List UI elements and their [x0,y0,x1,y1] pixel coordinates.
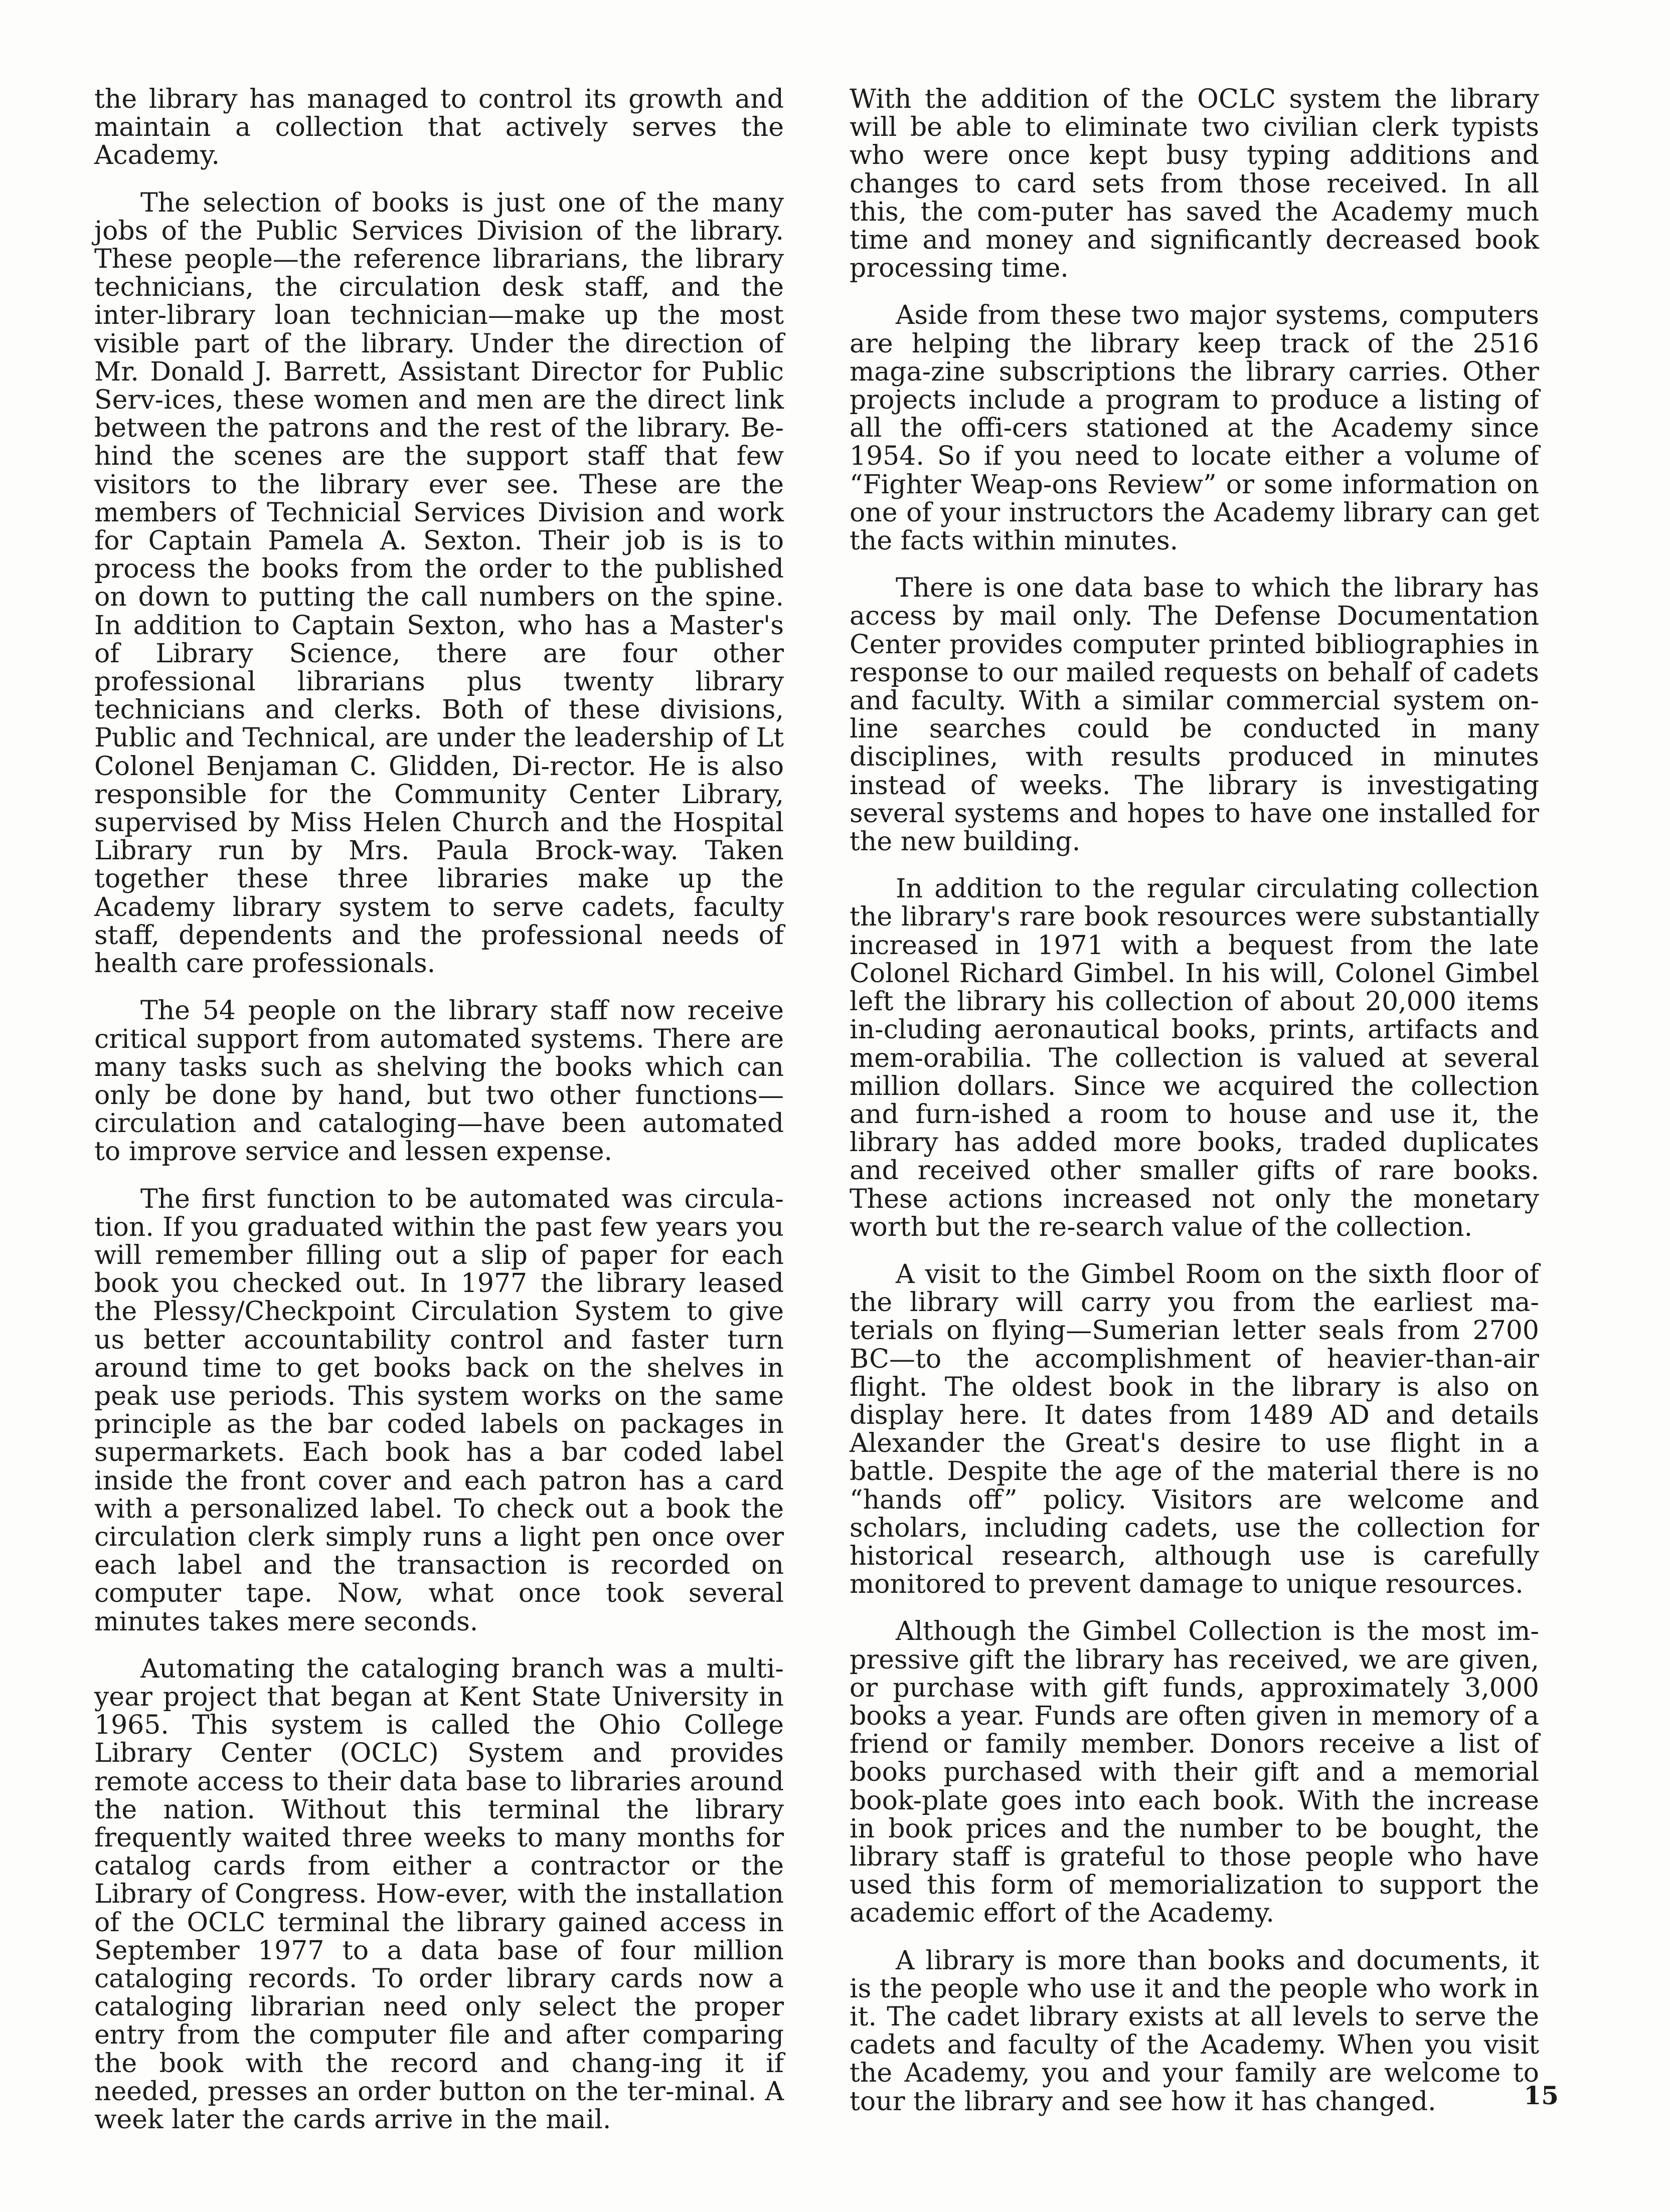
paragraph: Automating the cataloging branch was a multi-year project that began at Kent State University in 1965. This system is called the Ohio College Library Center (OCLC) System and provides remote access to their data base to libraries around the nation. Without this terminal the library frequently waited three weeks to many months for catalog cards from either a contractor or the Library of Congress. How-ever, with the installation of the OCLC terminal the library gained access in September 1977 to a data base of four million cataloging records. To order library cards now a cataloging librarian need only select the proper entry from the computer file and after comparing the book with the record and chang-ing it if needed, presses an order button on the ter-minal. A week later the cards arrive in the mail. [94,1653,784,2135]
paragraph: The selection of books is just one of the many jobs of the Public Services Division of the library. These people—the reference librarians, the library technicians, the circulation desk staff, and the inter-library loan technician—make up the most visible part of the library. Under the direction of Mr. Donald J. Barrett, Assistant Director for Public Serv-ices, these women and men are the direct link between the patrons and the rest of the library. Be-hind the scenes are the support staff that few visitors to the library ever see. These are the members of Technicial Services Division and work for Captain Pamela A. Sexton. Their job is is to process the books from the order to the published on down to putting the call numbers on the spine. In addition to Captain Sexton, who has a Master's of Library Science, there are four other professional librarians plus twenty library technicians and clerks. Both of these divisions, Public and Technical, are under the leadership of Lt Colonel Benjaman C. Glidden, Di-rector. He is also responsible for the Community Center Library, supervised by Miss Helen Church and the Hospital Library run by Mrs. Paula Brock-way. Taken together these three libraries make up the Academy library system to serve cadets, faculty staff, dependents and the professional needs of health care professionals. [94,188,784,979]
paragraph: The 54 people on the library staff now receive critical support from automated systems. There are many tasks such as shelving the books which can only be done by hand, but two other functions—circulation and cataloging—have been automated to improve service and lessen expense. [94,996,784,1167]
right-column [850,85,1539,2135]
paragraph: Although the Gimbel Collection is the most im-pressive gift the library has received, we are given, or purchase with gift funds, approximately 3,000 books a year. Funds are often given in memory of a friend or family member. Donors receive a list of books purchased with their gift and a memorial book-plate goes into each book. With the increase in book prices and the number to be bought, the library staff is grateful to those people who have used this form of memorialization to support the academic effort of the Academy. [850,1616,1539,1929]
paragraph: Aside from these two major systems, computers are helping the library keep track of the 2516 maga-zine subscriptions the library carries. Other projects include a program to produce a listing of all the offi-cers stationed at the Academy since 1954. So if you need to locate either a volume of “Fighter Weap-ons Review” or some information on one of your instructors the Academy library can get the facts within minutes. [850,300,1539,557]
paragraph: There is one data base to which the library has access by mail only. The Defense Documentation Center provides computer printed bibliographies in response to our mailed requests on behalf of cadets and faculty. With a similar commercial system on-line searches could be conducted in many disciplines, with results produced in minutes instead of weeks. The library is investigating several systems and hopes to have one installed for the new building. [850,573,1539,857]
paragraph: With the addition of the OCLC system the library will be able to eliminate two civilian clerk typists who were once kept busy typing additions and changes to card sets from those received. In all this, the com-puter has saved the Academy much time and money and significantly decreased book processing time. [850,84,1539,284]
paragraph: the library has managed to control its growth and maintain a collection that actively serves the Academy. [94,84,784,171]
paragraph: In addition to the regular circulating collection the library's rare book resources were substantially increased in 1971 with a bequest from the late Colonel Richard Gimbel. In his will, Colonel Gimbel left the library his collection of about 20,000 items in-cluding aeronautical books, prints, artifacts and mem-orabilia. The collection is valued at several million dollars. Since we acquired the collection and furn-ished a room to house and use it, the library has added more books, traded duplicates and received other smaller gifts of rare books. These actions increased not only the monetary worth but the re-search value of the collection. [850,874,1539,1242]
paragraph: A visit to the Gimbel Room on the sixth floor of the library will carry you from the earliest ma-terials on flying—Sumerian letter seals from 2700 BC—to the accomplishment of heavier-than-air flight. The oldest book in the library is also on display here. It dates from 1489 AD and details Alexander the Great's desire to use flight in a battle. Despite the age of the material there is no “hands off” policy. Visitors are welcome and scholars, including cadets, use the collection for historical research, although use is carefully monitored to prevent damage to unique resources. [850,1259,1539,1600]
left-column [94,85,784,2153]
paragraph: The first function to be automated was circula-tion. If you graduated within the past few years you will remember filling out a slip of paper for each book you checked out. In 1977 the library leased the Plessy/Checkpoint Circulation System to give us better accountability control and faster turn around time to get books back on the shelves in peak use periods. This system works on the same principle as the bar coded labels on packages in supermarkets. Each book has a bar coded label inside the front cover and each patron has a card with a personalized label. To check out a book the circulation clerk simply runs a light pen once over each label and the transaction is recorded on computer tape. Now, what once took several minutes takes mere seconds. [94,1184,784,1637]
paragraph: A library is more than books and documents, it is the people who use it and the people who work in it. The cadet library exists at all levels to serve the cadets and faculty of the Academy. When you visit the Academy, you and your family are welcome to tour the library and see how it has changed. [850,1945,1539,2117]
page-number: 15 [1524,2081,1559,2110]
